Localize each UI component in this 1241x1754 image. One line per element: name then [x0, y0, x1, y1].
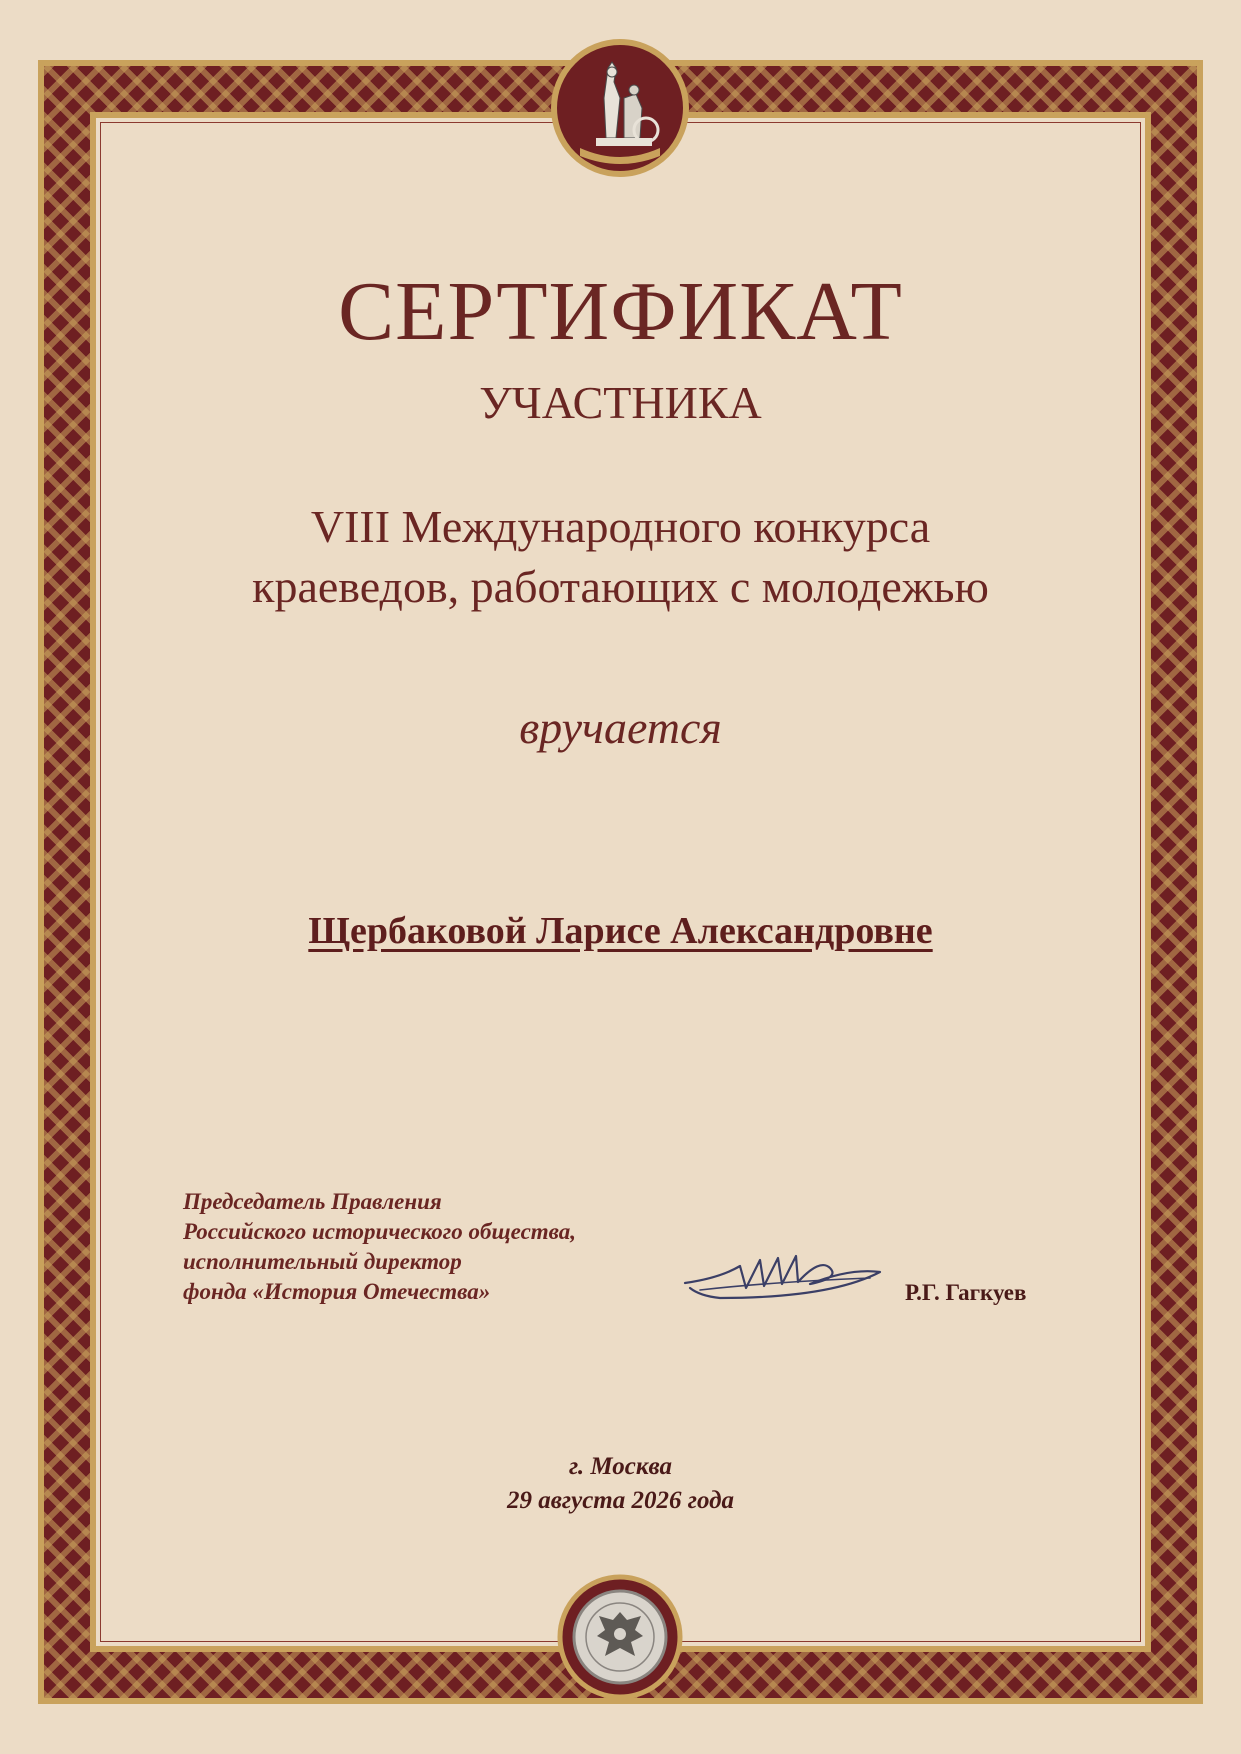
awarded-label: вручается — [519, 702, 722, 753]
signer-name: Р.Г. Гагкуев — [905, 1280, 1027, 1305]
double-headed-eagle-seal-icon — [555, 1572, 685, 1702]
monument-emblem-icon — [550, 38, 690, 178]
signer-title — [183, 1187, 703, 1307]
contest-line-1: VIII Международного конкурса — [310, 501, 931, 552]
certificate-title: СЕРТИФИКАТ — [338, 265, 903, 358]
contest-name — [0, 497, 1241, 617]
certificate-subtitle: УЧАСТНИКА — [479, 377, 762, 428]
signer-line-1: Председатель Правления — [183, 1189, 442, 1214]
city: г. Москва — [568, 1453, 673, 1480]
handwritten-signature — [680, 1238, 900, 1308]
recipient-name: Щербаковой Ларисе Александровне — [308, 910, 933, 952]
signer-line-3: исполнительный директор — [183, 1249, 462, 1274]
date: 29 августа 2026 года — [506, 1487, 735, 1514]
signer-line-2: Российского исторического общества, — [183, 1219, 577, 1244]
contest-line-2: краеведов, работающих с молодежью — [252, 561, 989, 612]
signer-line-4: фонда «История Отечества» — [183, 1279, 491, 1304]
place-and-date — [0, 1450, 1241, 1518]
